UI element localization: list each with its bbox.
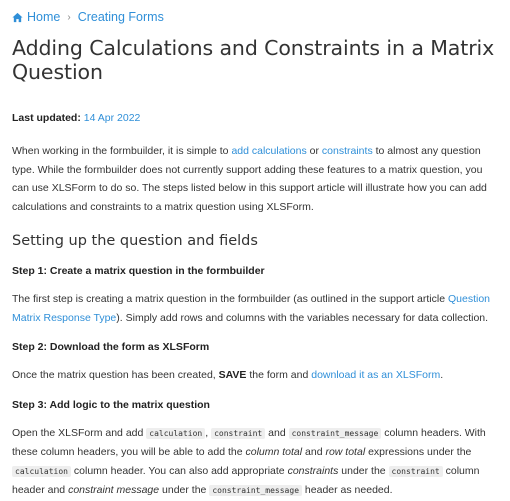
step3-text-6: expressions under the (365, 446, 472, 458)
breadcrumb (12, 8, 500, 26)
last-updated (12, 111, 500, 125)
breadcrumb-separator: › (67, 11, 71, 23)
step3-text-11: header as needed. (302, 484, 393, 496)
step3-text-3: and (265, 426, 289, 439)
step1-text-1: The first step is creating a matrix question in the formbuilder (as outlined in the support article (12, 293, 448, 305)
em-constraint-message: constraint message (68, 484, 160, 496)
em-row-total: row total (325, 446, 366, 458)
em-column-total: column total (245, 446, 303, 458)
step3-text-5: and (302, 446, 326, 458)
intro-paragraph (12, 142, 500, 216)
code-constraint-message-2: constraint_message (209, 485, 302, 496)
breadcrumb-creating-forms-link[interactable]: Creating Forms (77, 10, 164, 24)
step2-text-2: the form and (246, 369, 312, 381)
step3-heading: Step 3: Add logic to the matrix question (12, 398, 210, 411)
step3-text-7: column header. You can also add appropriate (70, 464, 288, 477)
intro-text-2: or (306, 145, 322, 157)
step2-text-3: . (440, 369, 444, 381)
section-heading: Setting up the question and fields (12, 233, 258, 249)
last-updated-date: 14 Apr 2022 (83, 112, 141, 124)
page-title: Adding Calculations and Constraints in a Matrix Question (12, 36, 495, 84)
question-matrix-link[interactable]: Question Matrix Response Type (12, 293, 490, 324)
code-constraint-2: constraint (389, 466, 443, 477)
code-constraint-message: constraint_message (289, 428, 382, 439)
save-keyword: SAVE (218, 369, 247, 381)
step3-text-8: under the (338, 464, 389, 477)
step3-paragraph (12, 424, 500, 501)
constraints-link[interactable]: constraints (321, 145, 373, 157)
em-constraints: constraints (287, 464, 339, 477)
add-calculations-link[interactable]: add calculations (231, 145, 307, 157)
code-constraint: constraint (211, 428, 265, 439)
code-calculation: calculation (146, 428, 205, 439)
code-calculation-2: calculation (12, 466, 71, 477)
intro-text-3: to almost any question type. While the formbuilder does not currently support adding these features to a matrix question, you can use XLSForm to do so. The steps listed below in this support article will illustrate how you can add calculations and constraints to a matrix question using XLSForm. (12, 145, 487, 213)
step3-text-4: column headers. With these column headers, you will be able to add the (12, 426, 486, 458)
intro-text-1: When working in the formbuilder, it is simple to (12, 145, 232, 157)
step1-paragraph (12, 290, 500, 327)
breadcrumb-home-link[interactable]: Home (27, 10, 61, 24)
last-updated-label: Last updated: (12, 112, 81, 124)
step3-text-2: , (205, 426, 212, 439)
home-icon[interactable] (12, 12, 23, 23)
step2-heading: Step 2: Download the form as XLSForm (12, 341, 210, 353)
step3-text-9: column header and (12, 464, 480, 496)
step1-text-2: ). Simply add rows and columns with the variables necessary for data collection. (116, 311, 489, 324)
step3-text-10: under the (159, 484, 210, 496)
article (12, 8, 500, 501)
download-xlsform-link[interactable]: download it as an XLSForm (311, 369, 441, 381)
step3-text-1: Open the XLSForm and add (12, 426, 147, 439)
step2-paragraph (12, 366, 500, 385)
step1-heading: Step 1: Create a matrix question in the formbuilder (12, 265, 265, 277)
step2-text-1: Once the matrix question has been created, (12, 369, 219, 381)
